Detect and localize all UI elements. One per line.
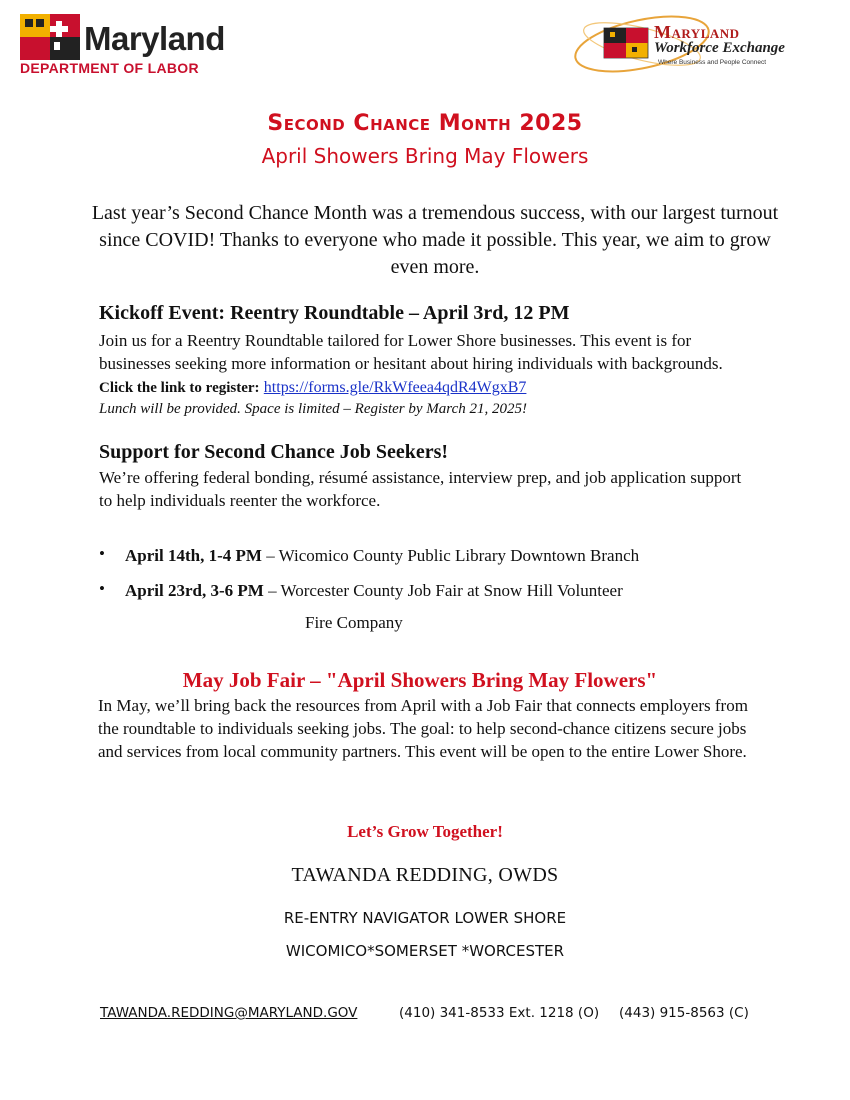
- contact-role: RE-ENTRY NAVIGATOR LOWER SHORE: [283, 909, 567, 927]
- email-link[interactable]: TAWANDA.REDDING@MARYLAND.GOV: [100, 1005, 358, 1021]
- event-where: – Wicomico County Public Library Downtown Branch: [266, 546, 640, 565]
- bullet-icon: •: [99, 544, 105, 563]
- register-link[interactable]: https://forms.gle/RkWfeea4qdR4WgxB7: [263, 379, 527, 396]
- office-phone: (410) 341-8533 Ext. 1218 (O): [399, 1005, 600, 1021]
- event-where-continued: Fire Company: [305, 613, 403, 632]
- may-fair-heading: May Job Fair – "April Showers Bring May Flowers": [182, 668, 658, 692]
- mwe-logo: [570, 8, 838, 78]
- kickoff-heading: Kickoff Event: Reentry Roundtable – April 3rd, 12 PM: [99, 302, 570, 324]
- page-title: Second Chance Month 2025: [267, 111, 583, 136]
- mwe-subtitle: Workforce Exchange: [654, 40, 785, 56]
- bullet-icon: •: [99, 579, 105, 598]
- closing-slogan: Let’s Grow Together!: [347, 822, 503, 841]
- cell-phone: (443) 915-8563 (C): [619, 1005, 749, 1021]
- event-where: – Worcester County Job Fair at Snow Hill Volunteer: [268, 581, 623, 600]
- event-when: April 23rd, 3-6 PM: [125, 581, 264, 600]
- page-subtitle: April Showers Bring May Flowers: [261, 144, 589, 168]
- mwe-tagline: Where Business and People Connect: [658, 59, 767, 66]
- contact-line: [100, 1005, 800, 1021]
- md-labor-logo: [20, 12, 280, 82]
- kickoff-body: [99, 329, 759, 400]
- maryland-flag-icon: [20, 14, 80, 60]
- contact-counties: WICOMICO*SOMERSET *WORCESTER: [285, 942, 565, 960]
- mwe-title: Maryland: [654, 22, 740, 42]
- md-wordmark: Maryland: [84, 20, 225, 57]
- contact-name: TAWANDA REDDING, OWDS: [291, 864, 559, 886]
- may-fair-body: In May, we’ll bring back the resources from April with a Job Fair that connects employers from the roundtable to individuals seeking jobs. The goal: to help second-chance citizens secure jobs and services from local community partners. This event will be open to the entire Lower Shore.: [98, 696, 748, 761]
- department-name: DEPARTMENT OF LABOR: [20, 60, 199, 76]
- support-heading: Support for Second Chance Job Seekers!: [99, 441, 449, 463]
- event-when: April 14th, 1-4 PM: [125, 546, 262, 565]
- support-body: We’re offering federal bonding, résumé assistance, interview prep, and job application support to help individuals reenter the workforce.: [99, 468, 742, 510]
- register-label: Click the link to register:: [99, 380, 260, 396]
- kickoff-description: Join us for a Reentry Roundtable tailored for Lower Shore businesses. This event is for businesses seeking more information or hesitant about hiring individuals with backgrounds.: [99, 331, 723, 373]
- kickoff-note: Lunch will be provided. Space is limited – Register by March 21, 2025!: [99, 401, 527, 417]
- intro-paragraph: Last year’s Second Chance Month was a tremendous success, with our largest turnout since COVID! Thanks to everyone who made it possible. This year, we aim to grow even more.: [91, 202, 779, 278]
